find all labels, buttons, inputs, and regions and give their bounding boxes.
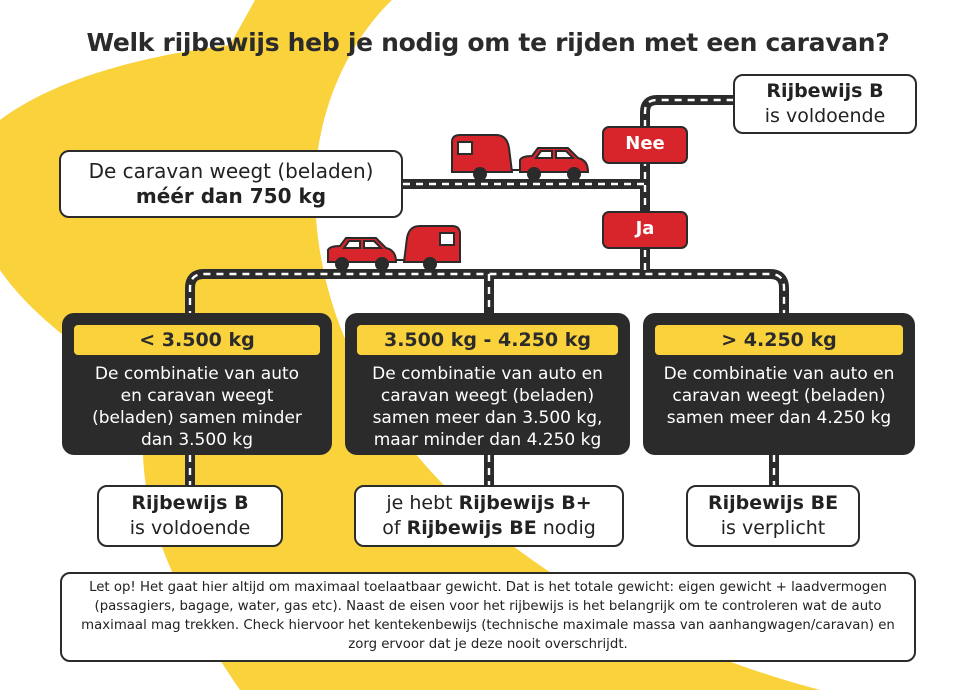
category-description: De combinatie van auto en caravan weegt (beladen) samen meer dan 4.250 kg [663,364,895,428]
category-label: < 3.500 kg [72,323,322,357]
category-box-heavy [643,313,915,455]
question-line-2: méér dan 750 kg [135,184,327,208]
category-label: 3.500 kg - 4.250 kg [355,323,620,357]
warning-note: Let op! Het gaat hier altijd om maximaal toelaatbaar gewicht. Dat is het totale gewicht: eigen gewicht + laadvermogen (passagiers, bagage, water, gas etc). Naast de eisen voor het rijbewijs is het belangrijk om te controleren wat de auto maximaal mag trekken. Check hiervoor het kentekenbewijs (technische maximale massa van aanhangwagen/caravan) en zorg ervoor dat je deze nooit overschrijdt. [60,572,916,662]
result-line-2: of Rijbewijs BE nodig [382,517,596,539]
result-box-heavy [686,485,860,547]
page-title: Welk rijbewijs heb je nodig om te rijden met een caravan? [86,28,890,57]
question-line-1: De caravan weegt (beladen) [88,159,374,183]
caravan-icon [396,226,460,270]
no-result-text: is voldoende [764,105,886,127]
no-result-box [733,74,917,134]
result-text: is verplicht [720,517,826,539]
category-box-light [62,313,332,455]
category-label: > 4.250 kg [653,323,905,357]
category-description: De combinatie van auto en caravan weegt (beladen) samen meer dan 3.500 kg, maar minder dan 4.250 kg [372,364,603,450]
car-icon [520,148,588,180]
result-license: Rijbewijs BE [707,492,839,514]
result-text: is voldoende [129,517,251,539]
car-icon [328,238,396,270]
yes-pill: Ja [602,211,688,249]
no-pill: Nee [602,126,688,164]
result-box-medium [354,485,624,547]
result-license: Rijbewijs B [131,492,249,514]
result-box-light [97,485,283,547]
no-result-license: Rijbewijs B [766,80,884,102]
category-box-medium [345,313,630,455]
category-description: De combinatie van auto en caravan weegt (beladen) samen minder dan 3.500 kg [92,364,302,450]
result-line-1: je hebt Rijbewijs B+ [386,492,592,514]
question-box [59,150,403,218]
caravan-icon [452,135,522,180]
